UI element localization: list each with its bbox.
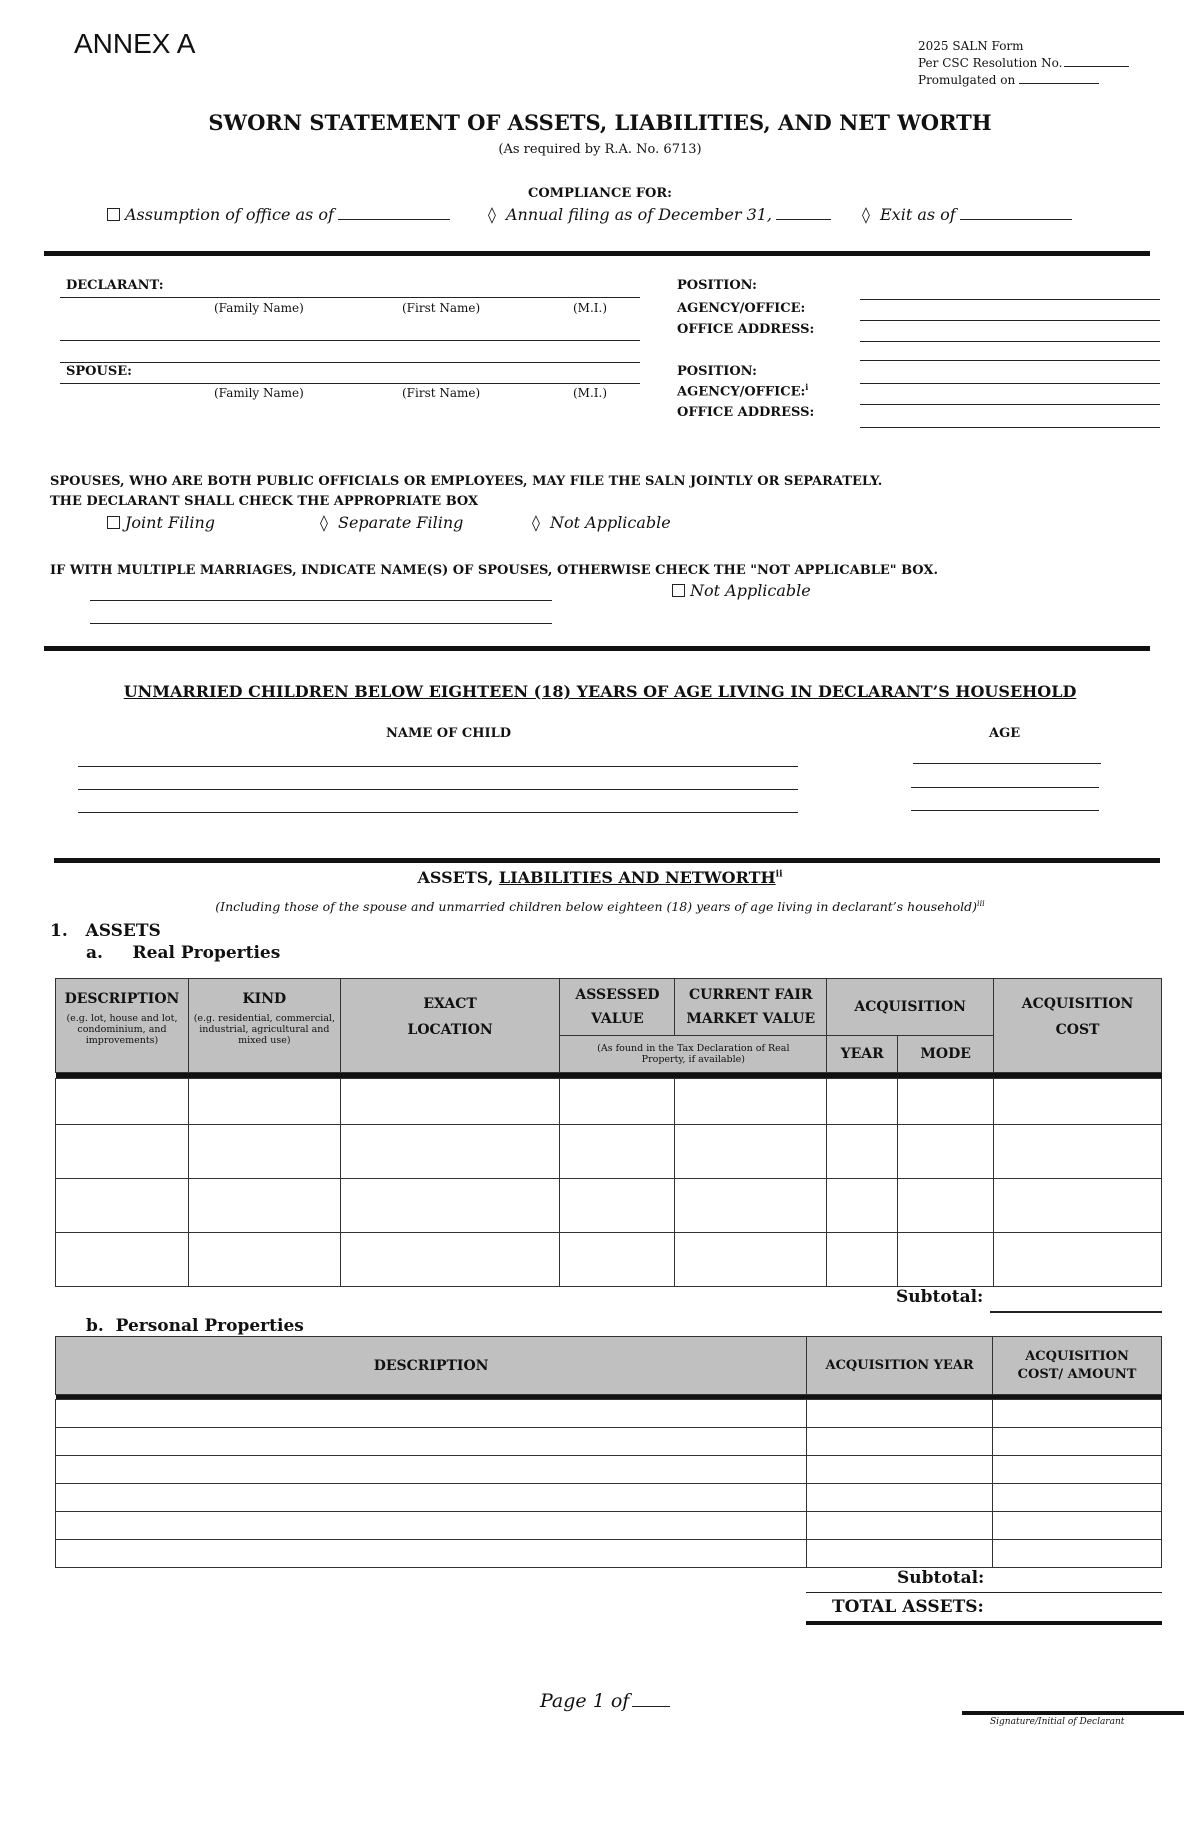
declarant-agency-field[interactable] [860, 320, 1160, 321]
cell[interactable] [898, 1233, 994, 1287]
cell[interactable] [340, 1233, 560, 1287]
form-promulgated-line [918, 72, 1129, 89]
page-number-text: Page 1 of [540, 1690, 630, 1712]
declarant-position-label: POSITION: [677, 278, 757, 293]
cell[interactable] [56, 1428, 807, 1456]
cell[interactable] [827, 1079, 898, 1125]
cell[interactable] [188, 1079, 340, 1125]
cell[interactable] [994, 1079, 1162, 1125]
real-assessed-line2: VALUE [591, 1011, 644, 1027]
assets-title-a: ASSETS, [417, 868, 494, 887]
cell[interactable] [827, 1179, 898, 1233]
cell[interactable] [827, 1125, 898, 1179]
declarant-address-label: OFFICE ADDRESS: [677, 322, 815, 337]
real-year-header: YEAR [827, 1036, 898, 1073]
real-description-note: (e.g. lot, house and lot, condominium, and improvements) [66, 1013, 178, 1046]
spouse-address-label: OFFICE ADDRESS: [677, 405, 815, 420]
joint-label: Joint Filing [125, 513, 215, 532]
real-fair-line2: MARKET VALUE [686, 1011, 816, 1027]
form-info [918, 38, 1129, 89]
cell[interactable] [807, 1512, 993, 1540]
real-cost-line1: ACQUISITION [1021, 996, 1134, 1012]
spouse-position-field[interactable] [860, 383, 1160, 384]
spouse-address-field[interactable] [860, 427, 1160, 428]
annual-label: Annual filing as of December 31, [506, 205, 773, 224]
real-properties-label: a. Real Properties [86, 943, 281, 963]
spouse-first-caption: (First Name) [402, 386, 481, 400]
cell[interactable] [56, 1512, 807, 1540]
cell[interactable] [560, 1125, 675, 1179]
table-row [56, 1428, 1162, 1456]
real-acquisition-header: ACQUISITION [827, 979, 994, 1036]
spouse-label: SPOUSE: [66, 364, 132, 379]
table-row [56, 1079, 1162, 1125]
compliance-exit[interactable] [862, 205, 1072, 224]
real-description-header [56, 979, 189, 1073]
cell[interactable] [56, 1456, 807, 1484]
child-age-field-2[interactable] [911, 787, 1099, 788]
cell[interactable] [675, 1079, 827, 1125]
table-row [56, 1484, 1162, 1512]
real-value-note-text: (As found in the Tax Declaration of Real Property, if available) [597, 1043, 790, 1065]
spouse-name-field-1[interactable] [90, 600, 552, 601]
compliance-assumption[interactable] [107, 205, 450, 224]
assumption-label: Assumption of office as of [125, 205, 334, 224]
cell[interactable] [898, 1079, 994, 1125]
spouse-agency-text: AGENCY/OFFICE: [677, 384, 806, 400]
cell[interactable] [898, 1125, 994, 1179]
real-description-title: DESCRIPTION [64, 991, 180, 1007]
cell[interactable] [807, 1484, 993, 1512]
signature-caption: Signature/Initial of Declarant [990, 1717, 1125, 1727]
na-filing-option[interactable] [532, 513, 671, 532]
spouse-agency-field[interactable] [860, 404, 1160, 405]
cell[interactable] [807, 1456, 993, 1484]
cell[interactable] [188, 1125, 340, 1179]
form-promulgated-label: Promulgated on [918, 73, 1016, 87]
spouse-agency-sup: i [805, 382, 809, 392]
real-location-header [340, 979, 560, 1073]
cell[interactable] [560, 1079, 675, 1125]
spouse-mi-caption: (M.I.) [573, 386, 608, 400]
real-subtotal-field[interactable] [990, 1311, 1162, 1313]
annual-checkbox[interactable]: ◊ [488, 205, 496, 224]
assets-title [0, 868, 1200, 887]
cell[interactable] [807, 1428, 993, 1456]
cell[interactable] [560, 1233, 675, 1287]
filing-instructions [50, 472, 882, 512]
declarant-address-field[interactable] [860, 341, 1160, 342]
cell[interactable] [993, 1512, 1162, 1540]
real-kind-header [188, 979, 340, 1073]
spouse-agency-label [677, 382, 808, 399]
cell[interactable] [56, 1484, 807, 1512]
real-properties-table [55, 978, 1162, 1287]
separate-filing-option[interactable] [320, 513, 463, 532]
real-subtotal-label: Subtotal: [896, 1287, 984, 1307]
personal-properties-table [55, 1336, 1162, 1568]
joint-checkbox[interactable] [107, 516, 120, 529]
spouse-name-field-2[interactable] [90, 623, 552, 624]
multiple-marriages-text: IF WITH MULTIPLE MARRIAGES, INDICATE NAME(S) OF SPOUSES, OTHERWISE CHECK THE "NOT APPLICABLE" BOX. [50, 563, 939, 578]
real-mode-header: MODE [898, 1036, 994, 1073]
declarant-label: DECLARANT: [66, 278, 164, 293]
real-kind-title: KIND [242, 991, 287, 1007]
cell[interactable] [188, 1233, 340, 1287]
cell[interactable] [340, 1079, 560, 1125]
total-assets-field[interactable] [806, 1621, 1162, 1625]
cell[interactable] [898, 1179, 994, 1233]
separate-label: Separate Filing [338, 513, 464, 532]
cell[interactable] [994, 1179, 1162, 1233]
cell[interactable] [188, 1179, 340, 1233]
child-name-field-1[interactable] [78, 766, 798, 767]
divider [44, 646, 1150, 651]
marriage-na-label: Not Applicable [690, 581, 811, 600]
child-age-field-1[interactable] [913, 763, 1101, 764]
table-row [56, 1512, 1162, 1540]
assets-title-sup: ii [775, 869, 783, 880]
table-row [56, 1540, 1162, 1568]
cell[interactable] [340, 1179, 560, 1233]
real-kind-note: (e.g. residential, commercial, industrial, agricultural and mixed use) [193, 1013, 335, 1046]
cell[interactable] [993, 1456, 1162, 1484]
cell[interactable] [340, 1125, 560, 1179]
cell[interactable] [675, 1233, 827, 1287]
cell[interactable] [56, 1079, 189, 1125]
separate-checkbox[interactable]: ◊ [320, 513, 328, 532]
declarant-mi-caption: (M.I.) [573, 301, 608, 315]
form-resolution-label: Per CSC Resolution No. [918, 56, 1063, 70]
form-title: SWORN STATEMENT OF ASSETS, LIABILITIES, AND NET WORTH [208, 110, 992, 135]
declarant-agency-label: AGENCY/OFFICE: [677, 301, 806, 316]
divider [54, 858, 1160, 863]
personal-cost-line2: COST/ AMOUNT [1017, 1366, 1137, 1382]
cell[interactable] [56, 1125, 189, 1179]
assets-title-b: LIABILITIES AND NETWORTH [498, 868, 776, 887]
form-subtitle: (As required by R.A. No. 6713) [498, 142, 702, 157]
assets-note [0, 899, 1200, 914]
real-location-line2: LOCATION [407, 1022, 493, 1038]
na-filing-label: Not Applicable [550, 513, 671, 532]
child-age-header: AGE [989, 726, 1021, 741]
cell[interactable] [56, 1540, 807, 1568]
spouse-family-caption: (Family Name) [214, 386, 304, 400]
na-filing-checkbox[interactable]: ◊ [532, 513, 540, 532]
cell[interactable] [993, 1428, 1162, 1456]
declarant-position-field[interactable] [860, 299, 1160, 300]
cell[interactable] [993, 1484, 1162, 1512]
personal-description-header: DESCRIPTION [56, 1337, 807, 1395]
exit-label: Exit as of [880, 205, 956, 224]
child-name-field-2[interactable] [78, 789, 798, 790]
spouse-position-label: POSITION: [677, 364, 757, 379]
marriage-na-checkbox[interactable] [672, 584, 685, 597]
real-location-line1: EXACT [423, 996, 477, 1012]
signature-line[interactable] [962, 1711, 1184, 1715]
table-row [56, 1125, 1162, 1179]
cell[interactable] [994, 1233, 1162, 1287]
table-row [56, 1179, 1162, 1233]
cell[interactable] [675, 1179, 827, 1233]
real-fair-line1: CURRENT FAIR [689, 987, 813, 1003]
assets-section-label: 1. ASSETS [50, 921, 161, 941]
assets-note-sup: iii [977, 899, 985, 908]
compliance-label: COMPLIANCE FOR: [528, 186, 672, 201]
total-assets-label: TOTAL ASSETS: [832, 1597, 984, 1617]
filing-line1: SPOUSES, WHO ARE BOTH PUBLIC OFFICIALS OR EMPLOYEES, MAY FILE THE SALN JOINTLY OR SEPARATELY. [50, 474, 883, 489]
personal-cost-header [993, 1337, 1162, 1395]
real-assessed-header [560, 979, 675, 1036]
child-name-field-3[interactable] [78, 812, 798, 813]
cell[interactable] [56, 1233, 189, 1287]
assumption-checkbox[interactable] [107, 208, 120, 221]
page-number [540, 1690, 670, 1712]
child-age-field-3[interactable] [911, 810, 1099, 811]
cell[interactable] [675, 1125, 827, 1179]
personal-properties-label: b. Personal Properties [86, 1316, 304, 1336]
cell[interactable] [993, 1540, 1162, 1568]
cell[interactable] [827, 1233, 898, 1287]
cell[interactable] [807, 1540, 993, 1568]
cell[interactable] [994, 1125, 1162, 1179]
declarant-family-caption: (Family Name) [214, 301, 304, 315]
filing-line2: THE DECLARANT SHALL CHECK THE APPROPRIATE BOX [50, 494, 479, 509]
personal-subtotal-label: Subtotal: [897, 1568, 985, 1588]
cell[interactable] [56, 1400, 807, 1428]
real-value-note [560, 1036, 827, 1073]
divider [44, 251, 1150, 256]
cell[interactable] [993, 1400, 1162, 1428]
table-row [56, 1233, 1162, 1287]
cell[interactable] [807, 1400, 993, 1428]
cell[interactable] [56, 1179, 189, 1233]
personal-subtotal-field[interactable] [806, 1592, 1162, 1593]
real-cost-line2: COST [1055, 1022, 1100, 1038]
real-assessed-line1: ASSESSED [575, 987, 660, 1003]
table-row [56, 1456, 1162, 1484]
compliance-annual[interactable] [488, 205, 831, 224]
real-fair-value-header [675, 979, 827, 1036]
personal-year-header: ACQUISITION YEAR [807, 1337, 993, 1395]
declarant-first-caption: (First Name) [402, 301, 481, 315]
assets-note-text: (Including those of the spouse and unmarried children below eighteen (18) years of age living in declarant’s household) [215, 899, 978, 915]
form-resolution-line [918, 55, 1129, 72]
marriage-na-option[interactable] [672, 581, 811, 600]
children-title: UNMARRIED CHILDREN BELOW EIGHTEEN (18) YEARS OF AGE LIVING IN DECLARANT’S HOUSEHOLD [123, 682, 1077, 701]
annex-label: ANNEX A [74, 28, 196, 59]
form-version: 2025 SALN Form [918, 39, 1024, 53]
table-row [56, 1400, 1162, 1428]
real-cost-header [994, 979, 1162, 1073]
personal-cost-line1: ACQUISITION [1025, 1348, 1129, 1364]
cell[interactable] [560, 1179, 675, 1233]
joint-filing-option[interactable] [107, 513, 215, 532]
exit-checkbox[interactable]: ◊ [862, 205, 870, 224]
child-name-header: NAME OF CHILD [386, 726, 511, 741]
